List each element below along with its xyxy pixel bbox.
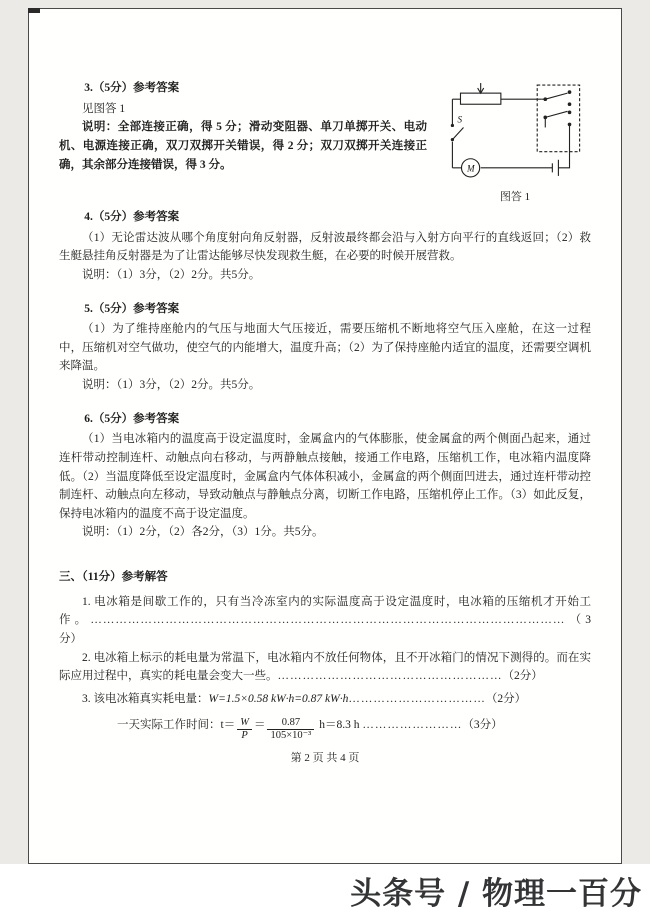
answer-4-title: 4.（5分）参考答案 (84, 211, 180, 223)
solution-2-score: （2分） (502, 670, 543, 683)
solution-item-3 (59, 690, 591, 709)
section-3-title: 三、（11分）参考解答 (59, 571, 168, 583)
figure-caption: 图答 1 (499, 191, 531, 203)
solution-4-result: h＝8.3 h (316, 719, 363, 732)
equals-sign: ＝ (253, 719, 266, 732)
answer-block-3 (59, 79, 591, 203)
answer-6-note: 说明：（1）2分，（2）各2分，（3）1分。共5分。 (82, 526, 324, 539)
solution-3-text: 3. 该电冰箱真实耗电量： (82, 692, 209, 705)
answer-3-see-figure: 见图答 1 (82, 102, 126, 115)
page-number: 第 2 页 共 4 页 (290, 752, 360, 764)
solution-item-4 (117, 716, 591, 742)
scan-artifact (28, 8, 40, 13)
answer-3-title: 3.（5分）参考答案 (84, 82, 180, 94)
watermark-banner (0, 864, 650, 916)
document-page (28, 8, 622, 864)
solution-4-score: （3分） (462, 719, 503, 732)
answer-6-body: （1）当电冰箱内的温度高于设定温度时，金属盒内的气体膨胀，使金属盒的两个侧面凸起来，通过连杆带动控制连杆、动触点向右移动，与两静触点接触，接通工作电路，压缩机工作，电冰箱内温度降低。（2）当温度降低至设定温度时，金属盒内气体体积减小，金属盒的两个侧面凹进去，通过连杆带动控制连杆、动触点向左移动，导致动触点与静触点分离，切断工作电路，压缩机停止工作。（3）如此反复，保持电冰箱内的温度不高于设定温度。 (59, 433, 591, 520)
circuit-diagram-icon (444, 79, 586, 185)
figure-circuit (439, 79, 591, 204)
solution-item-1 (59, 593, 591, 649)
watermark-text: 头条号 / 物理一百分 (350, 875, 642, 912)
fraction-w-over-p: $\frac{W}{P}$ (237, 717, 252, 742)
leader-dots: …………………………… (348, 692, 486, 705)
answer-3-note: 说明：全部连接正确，得 5 分；滑动变阻器、单刀单掷开关、电动机、电源连接正确，双刀双掷开关错误，得 2 分；双刀双掷开关连接正确，其余部分连接错误，得 3 分。 (59, 121, 427, 171)
answer-4-note: 说明：（1）3分，（2）2分。共5分。 (82, 268, 261, 281)
answer-block-6 (59, 410, 591, 542)
answer-5-title: 5.（5分）参考答案 (84, 302, 180, 315)
switch-label: S (457, 114, 463, 125)
answer-block-4 (59, 208, 591, 285)
answer-4-body: （1）无论雷达波从哪个角度射向角反射器，反射波最终都会沿与入射方向平行的直线返回；（2）救生艇悬挂角反射器是为了让雷达能够尽快发现救生艇，在必要的时候开展营救。 (59, 231, 591, 263)
leader-dots: …………………… (362, 719, 463, 732)
solution-1-text: 1. 电冰箱是间歇工作的，只有当冷冻室内的实际温度高于设定温度时，电冰箱的压缩机才开始工作。 (59, 595, 591, 627)
answer-6-title: 6.（5分）参考答案 (84, 412, 180, 425)
fraction-value: $\frac{0.87}{\text{105×10⁻³}}$ (267, 717, 314, 742)
answer-block-5 (59, 300, 591, 395)
answer-5-note: 说明：（1）3分，（2）2分。共5分。 (82, 379, 261, 391)
section-3-solutions (59, 568, 591, 742)
solution-4-prefix: 一天实际工作时间：t＝ (117, 719, 236, 732)
solution-item-2 (59, 649, 591, 686)
leader-dots: ……………………………………………… (277, 670, 503, 683)
answer-5-body: （1）为了维持座舱内的气压与地面大气压接近，需要压缩机不断地将空气压入座舱，在这一过程中，压缩机对空气做功，使空气的内能增大，温度升高；（2）为了保持座舱内适宜的温度，还需要空调机来降温。 (59, 323, 591, 373)
solution-1-score: （3分） (59, 614, 591, 645)
leader-dots: …………………………………………………………………………………………………… (90, 614, 566, 627)
solution-2-text: 2. 电冰箱上标示的耗电量为常温下，电冰箱内不放任何物体，且不开冰箱门的情况下测得的。而在实际应用过程中，真实的耗电量会变大一些。 (59, 651, 591, 683)
solution-3-formula: W=1.5×0.58 kW·h=0.87 kW·h (208, 692, 349, 705)
motor-label: M (467, 163, 475, 174)
solution-3-score: （2分） (485, 692, 527, 705)
